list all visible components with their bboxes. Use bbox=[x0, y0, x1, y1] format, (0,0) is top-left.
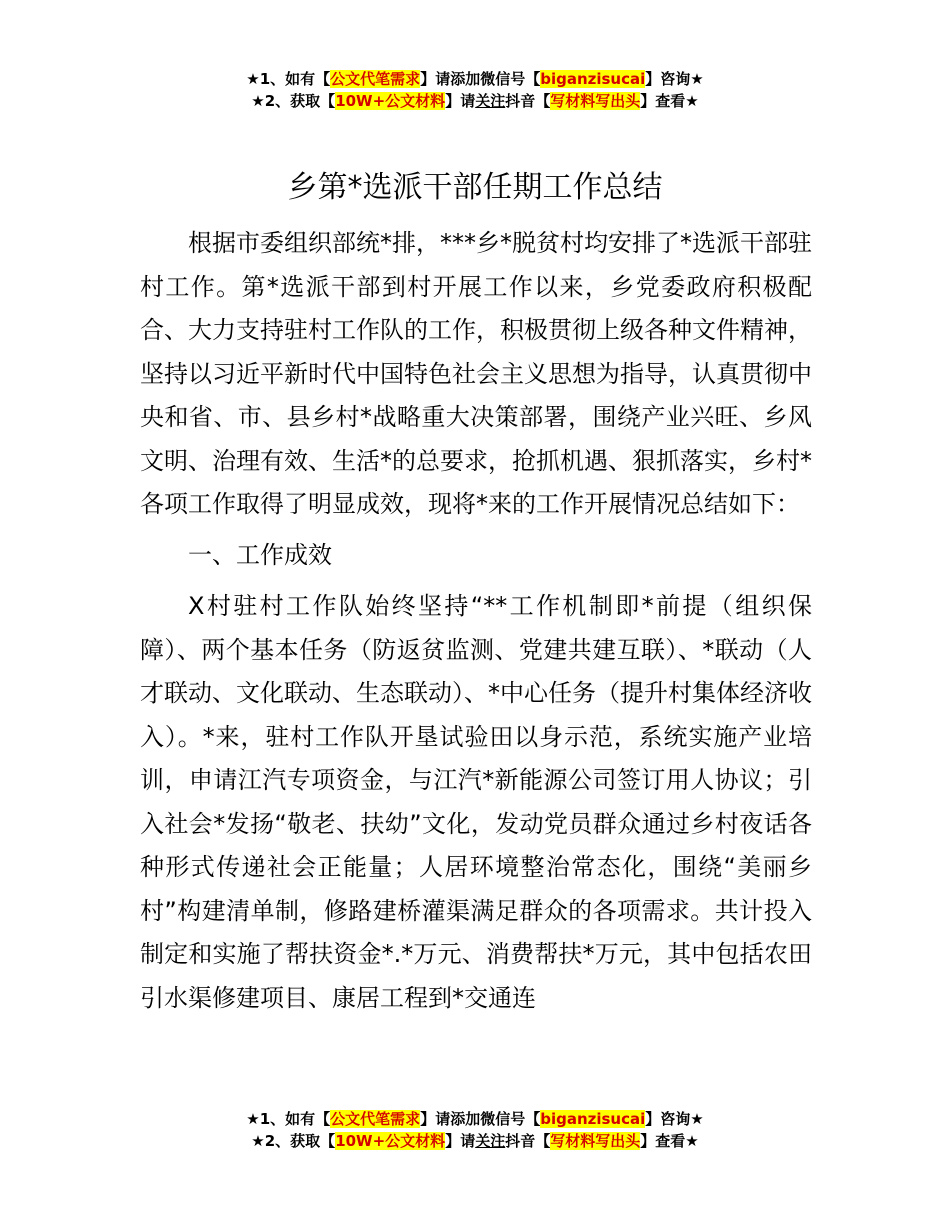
banner-text: 】咨询★ bbox=[645, 70, 704, 88]
banner-highlight: biganzisucai bbox=[540, 70, 646, 88]
banner-text: 】请 bbox=[445, 1132, 476, 1150]
banner-text: ★2、获取【 bbox=[251, 1132, 336, 1150]
banner-text: 】查看★ bbox=[640, 1132, 699, 1150]
bottom-banner bbox=[0, 1108, 950, 1152]
document-title: 乡第*选派干部任期工作总结 bbox=[287, 170, 663, 205]
banner-highlight: 10W+公文材料 bbox=[335, 92, 446, 110]
banner-text: 】查看★ bbox=[640, 92, 699, 110]
section-heading: 一、工作成效 bbox=[188, 541, 332, 569]
banner-text: ★1、如有【 bbox=[246, 1110, 331, 1128]
paragraph: 根据市委组织部统*排，***乡*脱贫村均安排了*选派干部驻村工作。第*选派干部到村开展工作以来，乡党委政府积极配合、大力支持驻村工作队的工作，积极贯彻上级各种文件精神，坚持以习近平新时代中国特色社会主义思想为指导，认真贯彻中央和省、市、县乡村*战略重大决策部署，围绕产业兴旺、乡风文明、治理有效、生活*的总要求，抢抓机遇、狠抓落实，乡村*各项工作取得了明显成效，现将*来的工作开展情况总结如下： bbox=[140, 229, 812, 518]
banner-text: 】咨询★ bbox=[645, 1110, 704, 1128]
banner-text: 抖音【 bbox=[505, 1132, 551, 1150]
banner-line-2 bbox=[0, 1130, 950, 1152]
banner-line-1 bbox=[0, 68, 950, 90]
banner-highlight: 公文代笔需求 bbox=[330, 70, 421, 88]
banner-text: 】请添加微信号【 bbox=[420, 1110, 541, 1128]
banner-text: 抖音【 bbox=[505, 92, 551, 110]
banner-text: 】请添加微信号【 bbox=[420, 70, 541, 88]
banner-underline: 关注 bbox=[475, 92, 506, 110]
banner-underline: 关注 bbox=[475, 1132, 506, 1150]
paragraph: X村驻村工作队始终坚持“**工作机制即*前提（组织保障）、两个基本任务（防返贫监测、党建共建互联）、*联动（人才联动、文化联动、生态联动）、*中心任务（提升村集体经济收入）。*来，驻村工作队开垦试验田以身示范，系统实施产业培训，申请江汽专项资金，与江汽*新能源公司签订用人协议；引入社会*发扬“敬老、扶幼”文化，发动党员群众通过乡村夜话各种形式传递社会正能量；人居环境整治常态化，围绕“美丽乡村”构建清单制，修路建桥灌渠满足群众的各项需求。共计投入制定和实施了帮扶资金*.*万元、消费帮扶*万元，其中包括农田引水渠修建项目、康居工程到*交通连 bbox=[140, 592, 812, 1012]
banner-text: ★2、获取【 bbox=[251, 92, 336, 110]
banner-highlight: 写材料写出头 bbox=[550, 1132, 641, 1150]
banner-highlight: biganzisucai bbox=[540, 1110, 646, 1128]
banner-highlight: 公文代笔需求 bbox=[330, 1110, 421, 1128]
banner-line-1 bbox=[0, 1108, 950, 1130]
banner-highlight: 写材料写出头 bbox=[550, 92, 641, 110]
banner-text: 】请 bbox=[445, 92, 476, 110]
banner-text: ★1、如有【 bbox=[246, 70, 331, 88]
banner-line-2 bbox=[0, 90, 950, 112]
banner-highlight: 10W+公文材料 bbox=[335, 1132, 446, 1150]
top-banner bbox=[0, 68, 950, 112]
document-body bbox=[140, 222, 812, 1028]
